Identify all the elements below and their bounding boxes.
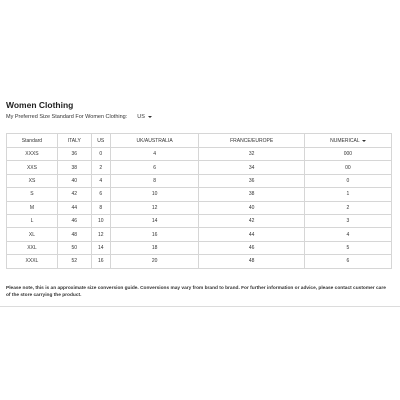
size-guide-note: Please note, this is an approximate size conversion guide. Conversions may vary from brand to brand. For further information or advice, please contact customer care of the store carrying the product. <box>6 286 386 298</box>
chevron-down-icon <box>362 140 366 142</box>
cell-standard: XS <box>7 174 58 187</box>
table-row <box>7 188 392 201</box>
cell-uk-australia: 4 <box>110 148 199 161</box>
cell-numerical: 6 <box>304 255 391 268</box>
size-standard-selected: US <box>137 114 145 120</box>
table-row <box>7 174 392 187</box>
table-row <box>7 148 392 161</box>
cell-standard: XXXL <box>7 255 58 268</box>
cell-numerical: 000 <box>304 148 391 161</box>
cell-france-europe: 32 <box>199 148 304 161</box>
table-row <box>7 161 392 174</box>
cell-italy: 48 <box>57 228 91 241</box>
header-standard: Standard <box>7 134 58 148</box>
cell-italy: 52 <box>57 255 91 268</box>
cell-france-europe: 48 <box>199 255 304 268</box>
table-row <box>7 228 392 241</box>
header-numerical[interactable] <box>304 134 391 148</box>
header-italy: ITALY <box>57 134 91 148</box>
cell-standard: XXXS <box>7 148 58 161</box>
table-row <box>7 201 392 214</box>
divider <box>0 306 400 307</box>
cell-italy: 38 <box>57 161 91 174</box>
cell-uk-australia: 16 <box>110 228 199 241</box>
cell-numerical: 0 <box>304 174 391 187</box>
cell-standard: L <box>7 214 58 227</box>
header-uk-australia: UK/AUSTRALIA <box>110 134 199 148</box>
cell-france-europe: 42 <box>199 214 304 227</box>
cell-us: 0 <box>91 148 110 161</box>
cell-france-europe: 40 <box>199 201 304 214</box>
cell-france-europe: 36 <box>199 174 304 187</box>
header-numerical-label: NUMERICAL <box>330 137 360 144</box>
cell-numerical: 4 <box>304 228 391 241</box>
size-standard-dropdown[interactable] <box>137 114 152 120</box>
cell-uk-australia: 10 <box>110 188 199 201</box>
cell-italy: 42 <box>57 188 91 201</box>
cell-france-europe: 34 <box>199 161 304 174</box>
header-us: US <box>91 134 110 148</box>
cell-us: 4 <box>91 174 110 187</box>
cell-france-europe: 44 <box>199 228 304 241</box>
cell-uk-australia: 14 <box>110 214 199 227</box>
cell-uk-australia: 18 <box>110 241 199 254</box>
chevron-down-icon <box>148 116 152 118</box>
cell-numerical: 1 <box>304 188 391 201</box>
cell-standard: M <box>7 201 58 214</box>
cell-us: 16 <box>91 255 110 268</box>
cell-standard: XXS <box>7 161 58 174</box>
cell-numerical: 2 <box>304 201 391 214</box>
cell-italy: 44 <box>57 201 91 214</box>
table-row <box>7 214 392 227</box>
cell-uk-australia: 8 <box>110 174 199 187</box>
cell-numerical: 3 <box>304 214 391 227</box>
cell-italy: 40 <box>57 174 91 187</box>
page-title: Women Clothing <box>6 100 74 110</box>
cell-standard: XL <box>7 228 58 241</box>
header-france-europe: FRANCE/EUROPE <box>199 134 304 148</box>
cell-us: 14 <box>91 241 110 254</box>
cell-us: 12 <box>91 228 110 241</box>
cell-italy: 50 <box>57 241 91 254</box>
cell-france-europe: 46 <box>199 241 304 254</box>
cell-us: 2 <box>91 161 110 174</box>
cell-standard: XXL <box>7 241 58 254</box>
cell-numerical: 5 <box>304 241 391 254</box>
size-standard-preference <box>6 114 152 120</box>
size-conversion-table <box>6 133 392 269</box>
cell-us: 10 <box>91 214 110 227</box>
cell-us: 8 <box>91 201 110 214</box>
cell-uk-australia: 20 <box>110 255 199 268</box>
cell-numerical: 00 <box>304 161 391 174</box>
cell-italy: 46 <box>57 214 91 227</box>
cell-italy: 36 <box>57 148 91 161</box>
cell-standard: S <box>7 188 58 201</box>
cell-uk-australia: 12 <box>110 201 199 214</box>
table-header-row <box>7 134 392 148</box>
cell-uk-australia: 6 <box>110 161 199 174</box>
cell-us: 6 <box>91 188 110 201</box>
cell-france-europe: 38 <box>199 188 304 201</box>
table-row <box>7 255 392 268</box>
preference-label: My Preferred Size Standard For Women Clothing: <box>6 114 128 120</box>
table-row <box>7 241 392 254</box>
numerical-dropdown[interactable] <box>330 138 365 144</box>
